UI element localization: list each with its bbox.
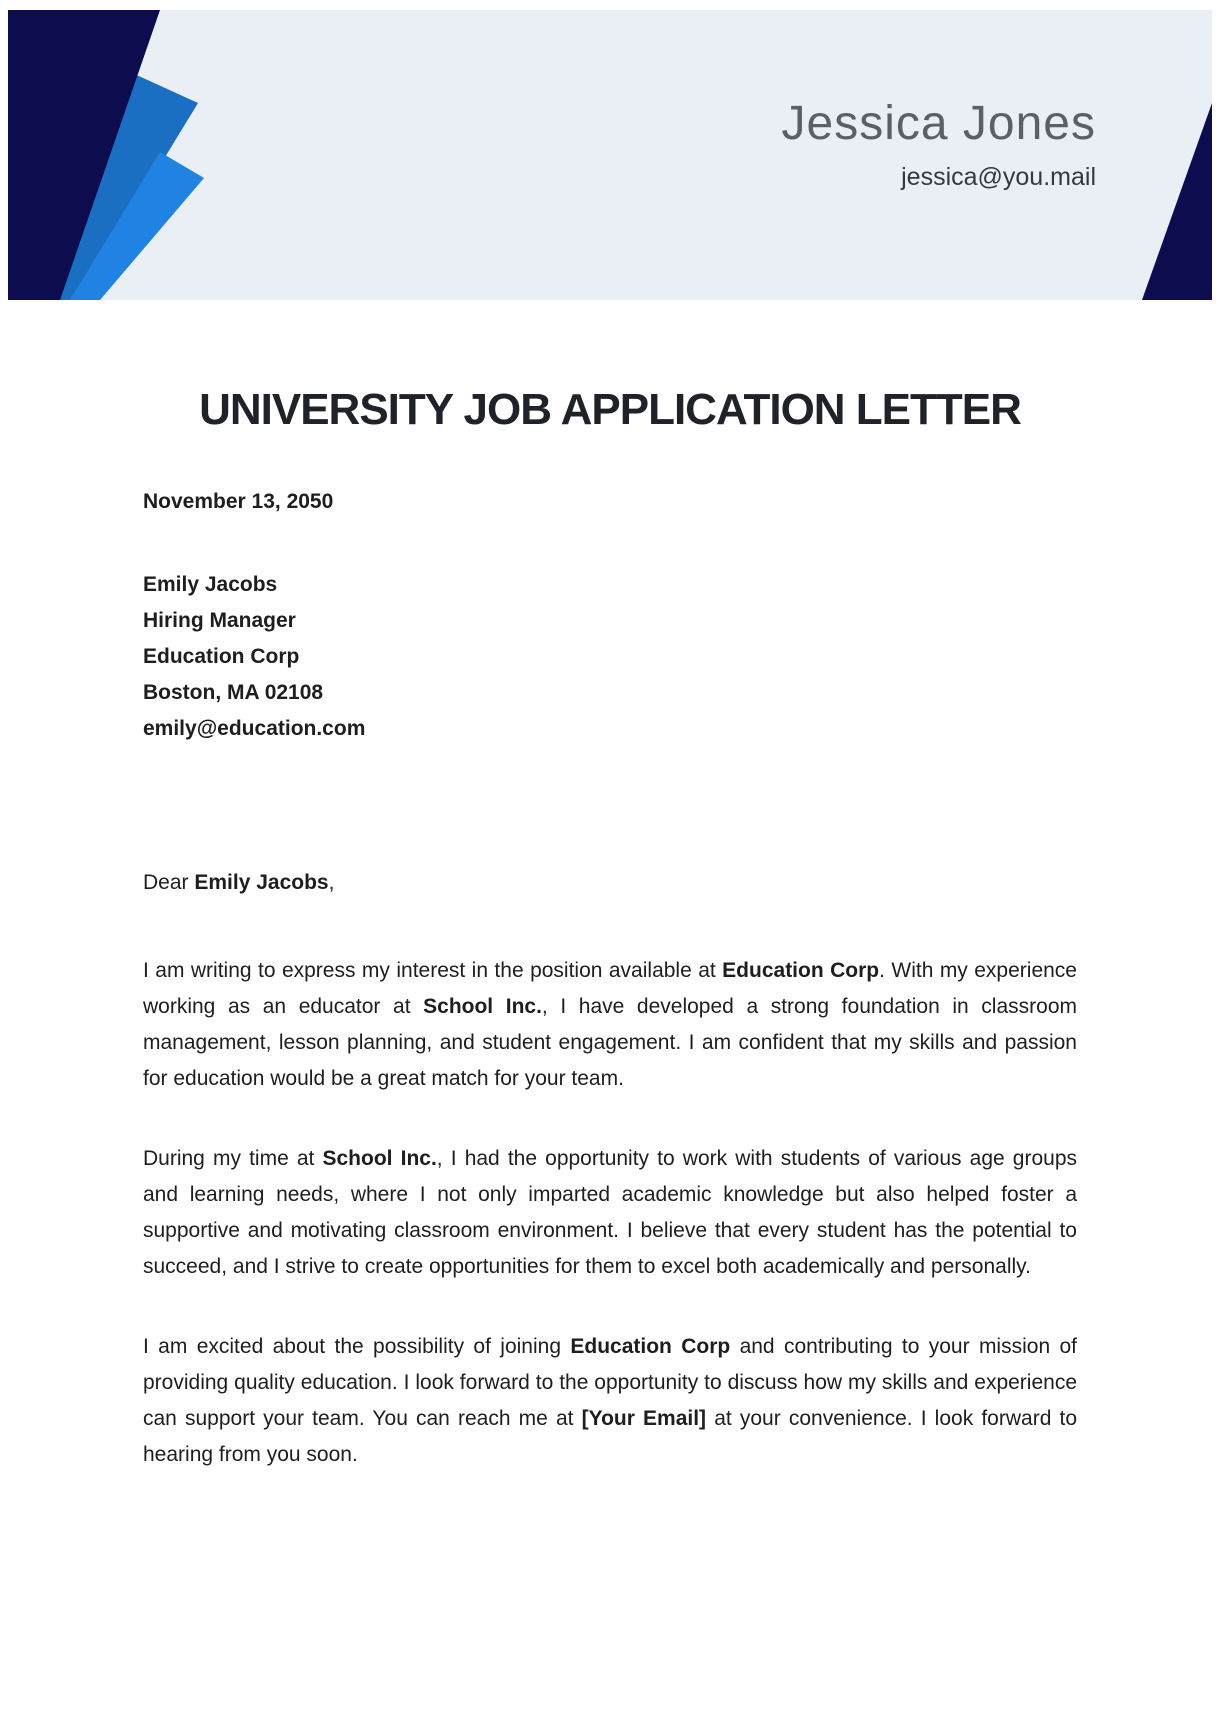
header-banner bbox=[8, 10, 1212, 300]
recipient-line: Emily Jacobs bbox=[143, 573, 278, 596]
page-title: UNIVERSITY JOB APPLICATION LETTER bbox=[199, 385, 1021, 434]
corner-triangle-icon bbox=[1142, 103, 1212, 300]
letter-paragraph: I am excited about the possibility of joining Education Corp and contributing to your mission of providing quality education. I look forward to the opportunity to discuss how my skills and experience can support your team. You can reach me at [Your Email] at your convenience. I look forward to hearing from you soon. bbox=[143, 1335, 1078, 1466]
recipient-line: Hiring Manager bbox=[143, 609, 296, 632]
letter-date: November 13, 2050 bbox=[143, 490, 334, 513]
sender-name: Jessica Jones bbox=[781, 97, 1096, 150]
letter-content bbox=[143, 300, 1077, 1473]
letter-paragraph: I am writing to express my interest in the position available at Education Corp. With my experience working as an educator at School Inc., I have developed a strong foundation in classroom management, lesson planning, and student engagement. I am confident that my skills and passion for education would be a great match for your team. bbox=[143, 959, 1077, 1090]
salutation-name: Emily Jacobs bbox=[194, 871, 329, 894]
sender-info bbox=[782, 96, 1096, 192]
recipient-line: Education Corp bbox=[143, 645, 300, 668]
salutation-prefix: Dear bbox=[143, 871, 195, 894]
salutation-suffix: , bbox=[328, 871, 335, 894]
sender-email: jessica@you.mail bbox=[901, 163, 1096, 192]
letter-body bbox=[143, 953, 1077, 1473]
recipient-line: emily@education.com bbox=[143, 717, 366, 740]
letter-paragraph: During my time at School Inc., I had the opportunity to work with students of various age groups and learning needs, where I not only imparted academic knowledge but also helped foster a supportive and motivating classroom environment. I believe that every student has the potential to succeed, and I strive to create opportunities for them to excel both academically and personally. bbox=[143, 1147, 1077, 1278]
recipient-block bbox=[143, 567, 1077, 747]
salutation bbox=[143, 865, 1077, 901]
recipient-line: Boston, MA 02108 bbox=[143, 681, 324, 704]
